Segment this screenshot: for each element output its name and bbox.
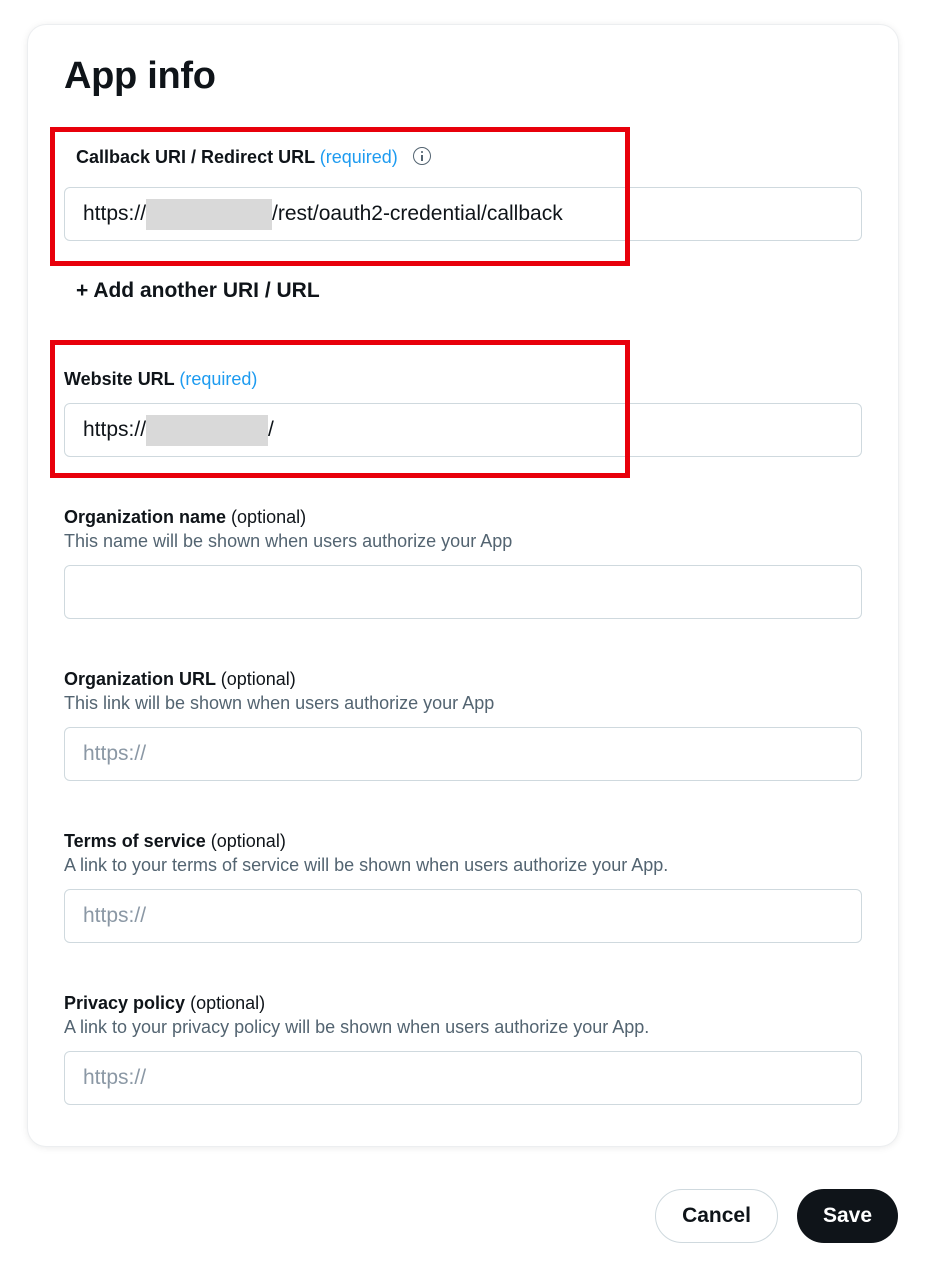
highlight-box-callback [50,127,630,266]
add-another-url-button[interactable]: + Add another URI / URL [76,279,320,302]
callback-url-label-text: Callback URI / Redirect URL [76,147,315,167]
optional-tag: (optional) [210,831,286,851]
terms-label [64,831,286,852]
terms-url-input[interactable] [64,889,862,943]
privacy-description: A link to your privacy policy will be shown when users authorize your App. [64,1017,650,1037]
terms-description: A link to your terms of service will be shown when users authorize your App. [64,855,669,875]
save-button[interactable]: Save [797,1189,898,1243]
highlight-box-website [50,340,630,478]
org-name-label [64,507,306,528]
org-url-label [64,669,296,690]
website-url-suffix: / [268,418,274,441]
page-title: App info [64,55,216,97]
terms-label-text: Terms of service [64,831,206,851]
callback-url-prefix: https:// [83,202,147,225]
privacy-url-input[interactable] [64,1051,862,1105]
org-url-description: This link will be shown when users authorize your App [64,693,495,713]
required-tag: (required) [179,369,258,389]
terms-placeholder: https:// [83,904,147,927]
cancel-button[interactable]: Cancel [655,1189,778,1243]
website-url-label-text: Website URL [64,369,175,389]
optional-tag: (optional) [231,507,307,527]
privacy-label-text: Privacy policy [64,993,186,1013]
optional-tag: (optional) [220,669,296,689]
required-tag: (required) [319,147,398,167]
org-url-label-text: Organization URL [64,669,216,689]
website-url-prefix: https:// [83,418,147,441]
privacy-label [64,993,265,1014]
callback-url-suffix: /rest/oauth2-credential/callback [272,202,563,225]
org-url-placeholder: https:// [83,742,147,765]
org-name-description: This name will be shown when users authorize your App [64,531,513,551]
org-name-label-text: Organization name [64,507,227,527]
org-url-input[interactable] [64,727,862,781]
optional-tag: (optional) [190,993,266,1013]
privacy-placeholder: https:// [83,1066,147,1089]
org-name-input[interactable] [64,565,862,619]
